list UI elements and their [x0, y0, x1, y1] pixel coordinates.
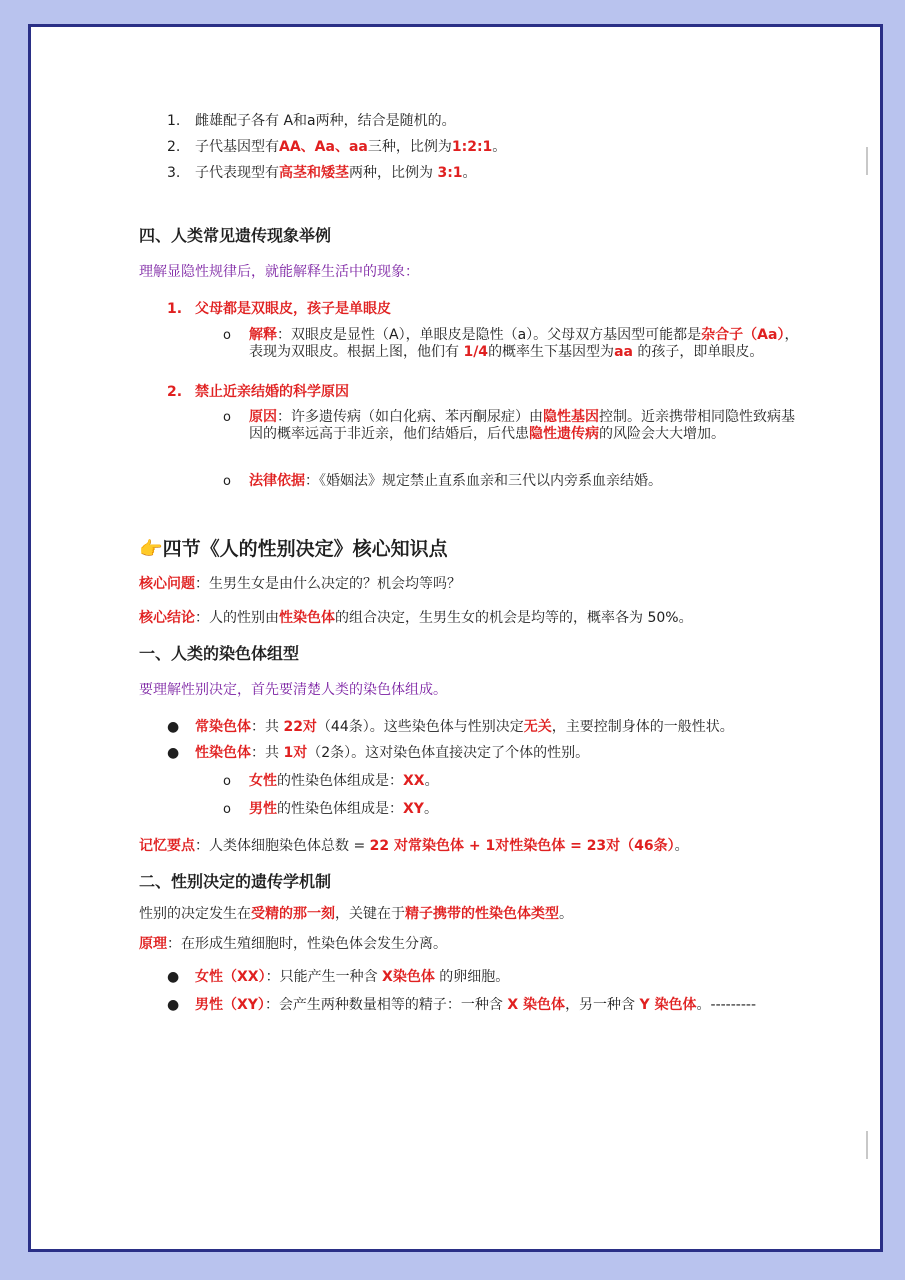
- highlight-text: 隐性遗传病: [529, 426, 599, 442]
- highlight-text: XY: [403, 801, 424, 817]
- bullet-dot: ●: [167, 719, 180, 735]
- scrollbar-mark: [866, 147, 868, 175]
- list-item: [139, 111, 799, 137]
- sub-bullet: o: [223, 474, 231, 489]
- bullet-text: ：共: [251, 719, 284, 735]
- sub-list: [139, 327, 799, 361]
- body-text: 性别的决定发生在: [139, 906, 251, 922]
- list-number: 2.: [167, 139, 181, 155]
- highlight-text: 高茎和矮茎: [279, 165, 349, 181]
- sub-key: 法律依据: [249, 473, 305, 489]
- list-text: 三种，比例为: [367, 139, 452, 155]
- list-item: [139, 382, 799, 404]
- sub-list: [139, 773, 799, 829]
- list-item: [139, 995, 799, 1023]
- list-number: 1.: [167, 301, 183, 317]
- list-item: [139, 299, 799, 321]
- highlight-text: 杂合子（Aa）: [701, 327, 785, 343]
- section4-list: [139, 382, 799, 404]
- highlight-text: aa: [614, 344, 633, 360]
- section-intro: 理解显隐性规律后，就能解释生活中的现象：: [139, 264, 419, 280]
- highlight-text: 1:2:1: [451, 139, 493, 155]
- list-item: [139, 163, 799, 189]
- highlight-text: 22 对常染色体 + 1对性染色体 = 23对（46条）: [369, 838, 675, 854]
- bullet-text: ：会产生两种数量相等的精子：一种含: [264, 997, 508, 1013]
- list-number: 1.: [167, 113, 181, 129]
- highlight-text: Y 染色体: [639, 997, 697, 1013]
- sub-key: 原因: [249, 409, 277, 425]
- bullet-list: [139, 967, 799, 1023]
- principle-label: 原理: [139, 936, 167, 952]
- core-conclusion-text: ：人的性别由: [195, 610, 279, 626]
- sub-key: 解释: [249, 327, 277, 343]
- sub-bullet: o: [223, 802, 231, 817]
- core-conclusion-text: 的组合决定，生男生女的机会是均等的，概率各为 50%。: [335, 610, 693, 626]
- bullet-dot: ●: [167, 969, 180, 985]
- bullet-text: ，另一种含: [565, 997, 640, 1013]
- memo-text: 。: [674, 838, 689, 854]
- highlight-text: AA、Aa、aa: [279, 139, 368, 155]
- list-text: 雌雄配子各有 A和a两种，结合是随机的。: [195, 113, 456, 129]
- sub-text: 的风险会大大增加。: [599, 426, 725, 442]
- bullet-dot: ●: [167, 745, 180, 761]
- bullet-text: （44条）。这些染色体与性别决定: [316, 719, 524, 735]
- list-text: 。: [462, 165, 477, 181]
- sub-item: [139, 473, 799, 490]
- sub-item: [139, 773, 799, 801]
- highlight-text: 1对: [283, 745, 308, 761]
- list-text: 子代基因型有: [195, 139, 279, 155]
- sub-text: 的性染色体组成是：: [277, 773, 403, 789]
- section-title-text: 四节《人的性别决定》核心知识点: [162, 538, 448, 560]
- sub-text: 。: [423, 801, 438, 817]
- sub-text: 控制。近亲携带相同隐性致病基因的概率远高于非近亲，他们结婚后，后代患: [249, 409, 795, 442]
- memo-label: 记忆要点: [139, 838, 195, 854]
- memo-line: [139, 835, 799, 855]
- list-item: [139, 137, 799, 163]
- section-intro: 要理解性别决定，首先要清楚人类的染色体组成。: [139, 682, 447, 698]
- highlight-text: 无关: [523, 719, 552, 735]
- list-number: 3.: [167, 165, 181, 181]
- bullet-text: ：共: [251, 745, 284, 761]
- sub-text: ，表现为双眼皮。根据上图，他们有: [249, 327, 799, 360]
- core-conclusion-label: 核心结论: [139, 610, 195, 626]
- bullet-key: 常染色体: [195, 719, 251, 735]
- sub-item: [139, 327, 799, 361]
- section-heading: 一、人类的染色体组型: [139, 644, 300, 663]
- list-number: 2.: [167, 384, 183, 400]
- bullet-text: ，主要控制身体的一般性状。: [551, 719, 734, 735]
- highlight-text: X 染色体: [507, 997, 566, 1013]
- sub-bullet: o: [223, 410, 231, 425]
- item-title: 禁止近亲结婚的科学原因: [195, 384, 349, 400]
- core-question-text: ：生男生女是由什么决定的？机会均等吗？: [195, 576, 461, 592]
- highlight-text: XX: [403, 773, 425, 789]
- document-page: [28, 24, 883, 1252]
- section-title: [139, 534, 799, 561]
- bullet-key: 女性（XX）: [195, 969, 266, 985]
- sub-text: 的性染色体组成是：: [277, 801, 403, 817]
- sub-text: 。: [424, 773, 439, 789]
- highlight-text: X染色体: [382, 969, 435, 985]
- body-text: 。: [559, 906, 573, 922]
- bullet-key: 性染色体: [195, 745, 251, 761]
- sub-bullet: o: [223, 774, 231, 789]
- memo-text: ：人类体细胞染色体总数 =: [195, 838, 370, 854]
- principle-text: ：在形成生殖细胞时，性染色体会发生分离。: [167, 936, 447, 952]
- sub-text: ：双眼皮是显性（A），单眼皮是隐性（a）。父母双方基因型可能都是: [277, 327, 702, 343]
- highlight-text: 受精的那一刻: [251, 906, 335, 922]
- core-question-label: 核心问题: [139, 576, 195, 592]
- section-heading: 二、性别决定的遗传学机制: [139, 872, 332, 891]
- list-text: 。: [492, 139, 507, 155]
- sub-item: [139, 409, 799, 443]
- sub-list: [139, 473, 799, 490]
- bullet-text: ：只能产生一种含: [265, 969, 383, 985]
- highlight-text: 22对: [283, 719, 317, 735]
- sub-list: [139, 409, 799, 443]
- sub-text: ：许多遗传病（如白化病、苯丙酮尿症）由: [277, 409, 543, 425]
- sub-item: [139, 801, 799, 829]
- sub-key: 女性: [249, 773, 277, 789]
- list-text: 两种，比例为: [349, 165, 438, 181]
- sub-text: 的孩子，即单眼皮。: [632, 344, 764, 360]
- section4-list: [139, 299, 799, 321]
- bullet-list: [139, 717, 799, 769]
- highlight-text: 性染色体: [279, 610, 335, 626]
- list-item: [139, 717, 799, 743]
- bullet-dot: ●: [167, 997, 180, 1013]
- highlight-text: 精子携带的性染色体类型: [405, 906, 559, 922]
- bullet-text: （2条）。这对染色体直接决定了个体的性别。: [307, 745, 590, 761]
- section-heading: 四、人类常见遗传现象举例: [139, 226, 332, 245]
- bullet-key: 男性（XY）: [195, 997, 265, 1013]
- list-item: [139, 743, 799, 769]
- pointing-hand-icon: 👉: [139, 538, 163, 560]
- scrollbar-mark: [866, 1131, 868, 1159]
- core-conclusion: [139, 607, 799, 627]
- body-text: ，关键在于: [335, 906, 405, 922]
- bullet-text: 。---------: [696, 997, 756, 1013]
- mechanism-line: [139, 903, 799, 923]
- bullet-text: 的卵细胞。: [434, 969, 510, 985]
- list-text: 子代表现型有: [195, 165, 279, 181]
- core-question: [139, 573, 799, 593]
- sub-bullet: o: [223, 328, 231, 343]
- sub-text: 的概率生下基因型为: [488, 344, 615, 360]
- sub-text: ：《婚姻法》规定禁止直系血亲和三代以内旁系血亲结婚。: [305, 473, 662, 489]
- list-item: [139, 967, 799, 995]
- highlight-text: 3:1: [437, 165, 463, 181]
- item-title: 父母都是双眼皮，孩子是单眼皮: [195, 301, 391, 317]
- sub-key: 男性: [249, 801, 277, 817]
- principle-line: [139, 933, 799, 953]
- intro-list: [139, 111, 799, 189]
- highlight-text: 隐性基因: [543, 409, 599, 425]
- highlight-text: 1/4: [463, 344, 489, 360]
